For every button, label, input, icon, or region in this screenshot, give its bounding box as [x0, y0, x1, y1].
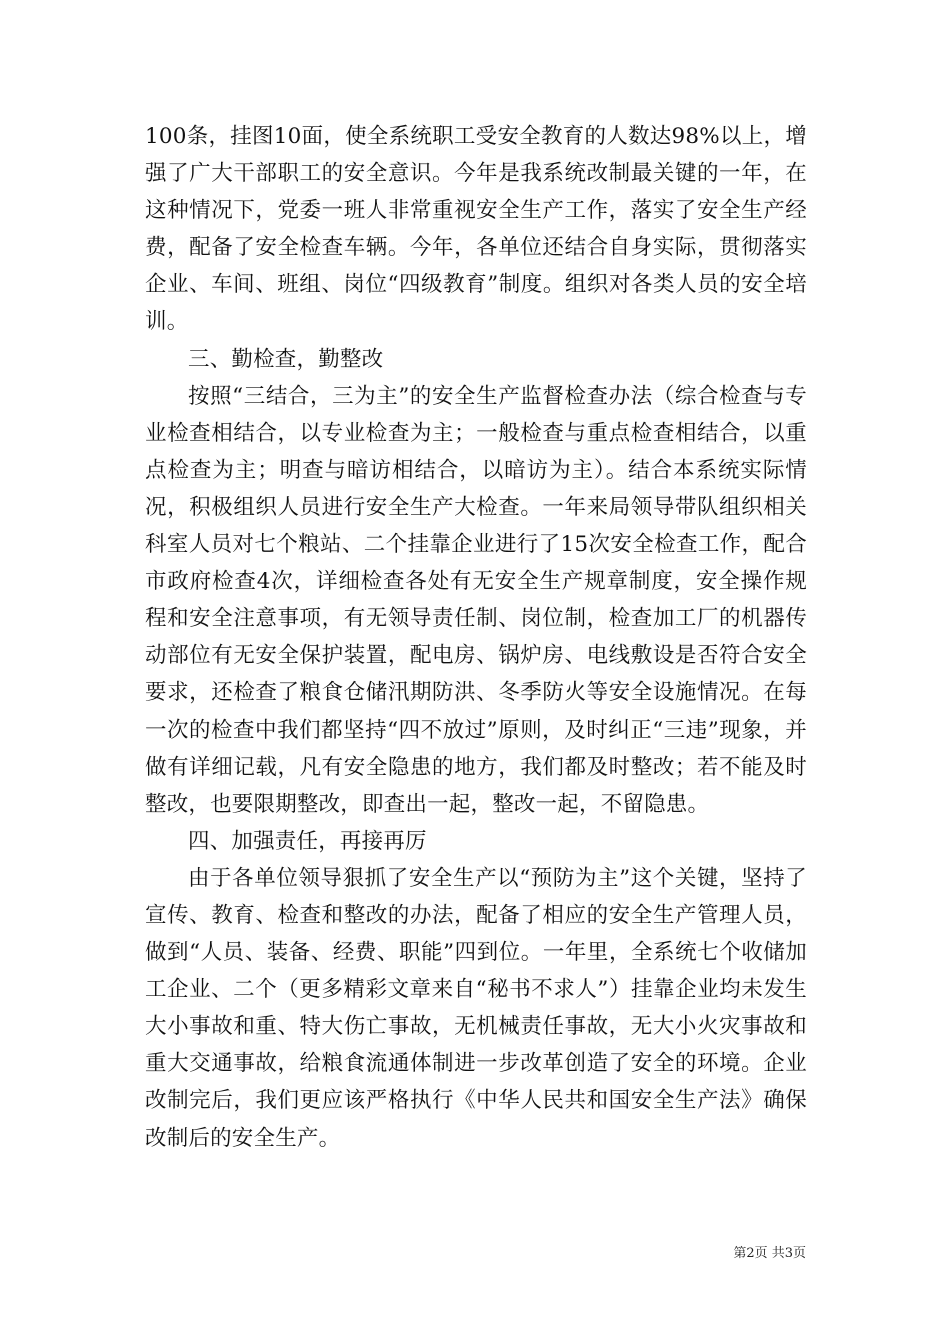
page-number: 第2页 共3页 — [733, 1246, 806, 1261]
section-heading-4: 四、加强责任，再接再厉 — [188, 828, 427, 854]
paragraph-continuation: 100条，挂图10面，使全系统职工受安全教育的人数达98%以上，增强了广大干部职工的安全意识。今年是我系统改制最关键的一年，在这种情况下，党委一班人非常重视安全生产工作，落实了安全生产经费，配备了安全检查车辆。今年，各单位还结合自身实际，贯彻落实企业、车间、班组、岗位“四级教育”制度。组织对各类人员的安全培训。 — [145, 124, 807, 335]
paragraph-responsibility: 由于各单位领导狠抓了安全生产以“预防为主”这个关键，坚持了宣传、教育、检查和整改的办法，配备了相应的安全生产管理人员，做到“人员、装备、经费、职能”四到位。一年里，全系统七个收储加工企业、二个（更多精彩文章来自“秘书不求人”）挂靠企业均未发生大小事故和重、特大伤亡事故，无机械责任事故，无大小火灾事故和重大交通事故，给粮食流通体制进一步改革创造了安全的环境。企业改制完后，我们更应该严格执行《中华人民共和国安全生产法》确保改制后的安全生产。 — [145, 865, 807, 1151]
paragraph-inspection: 按照“三结合，三为主”的安全生产监督检查办法（综合检查与专业检查相结合，以专业检查为主；一般检查与重点检查相结合，以重点检查为主；明查与暗访相结合，以暗访为主）。结合本系统实际情况，积极组织人员进行安全生产大检查。一年来局领导带队组织相关科室人员对七个粮站、二个挂靠企业进行了15次安全检查工作，配合市政府检查4次，详细检查各处有无安全生产规章制度，安全操作规程和安全注意事项，有无领导责任制、岗位制，检查加工厂的机器传动部位有无安全保护装置，配电房、锅炉房、电线敷设是否符合安全要求，还检查了粮食仓储汛期防洪、冬季防火等安全设施情况。在每一次的检查中我们都坚持“四不放过”原则，及时纠正“三违”现象，并做有详细记载，凡有安全隐患的地方，我们都及时整改；若不能及时整改，也要限期整改，即查出一起，整改一起，不留隐患。 — [145, 383, 807, 817]
section-heading-3: 三、勤检查，勤整改 — [188, 346, 384, 372]
document-body — [145, 118, 807, 1157]
